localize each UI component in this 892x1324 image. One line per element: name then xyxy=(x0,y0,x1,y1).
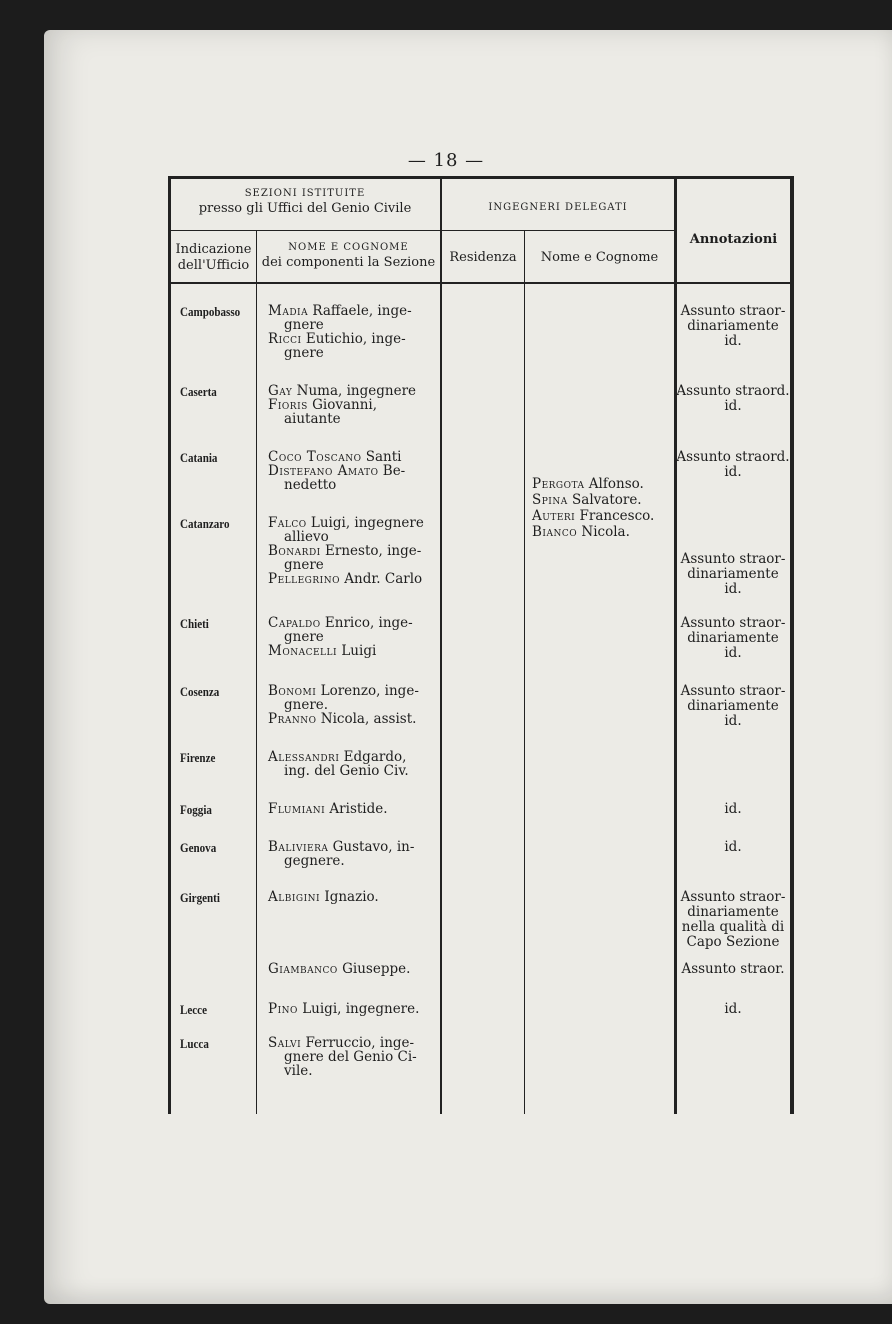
annotation-line: Assunto straor- xyxy=(680,303,786,319)
member-name: Ernesto, inge- xyxy=(320,543,422,559)
annotation-line: id. xyxy=(724,645,742,661)
annotation-line: id. xyxy=(724,398,742,414)
header-nome-line1: NOME E COGNOME xyxy=(288,242,409,253)
member-entry xyxy=(268,712,438,726)
header-annotazioni: Annotazioni xyxy=(689,232,778,247)
header-nome-cognome: Nome e Cognome xyxy=(540,250,659,265)
member-name: Numa, ingegnere xyxy=(292,383,417,399)
delegato-name: Nicola. xyxy=(577,524,630,540)
header-rule-left xyxy=(168,230,440,231)
annotation-line: dinariamente xyxy=(687,630,779,646)
annotation-line: Assunto straor- xyxy=(680,551,786,567)
col-rule-residenza xyxy=(524,230,525,1114)
section-members xyxy=(268,384,438,426)
annotation-line: Assunto straor- xyxy=(680,683,786,699)
member-name: Ignazio. xyxy=(320,889,379,905)
member-entry xyxy=(268,572,438,586)
office-city: Cosenza xyxy=(180,684,220,699)
member-entry xyxy=(268,750,438,778)
header-nome-componenti xyxy=(257,242,440,271)
member-surname: Pino xyxy=(268,1001,298,1017)
member-entry xyxy=(268,962,438,976)
member-continuation: gnere xyxy=(284,317,324,333)
office-city: Campobasso xyxy=(180,304,241,319)
member-continuation: gnere del Genio Ci- xyxy=(284,1049,417,1065)
header-residenza: Residenza xyxy=(449,250,517,265)
member-continuation: aiutante xyxy=(284,411,341,427)
section-members xyxy=(268,802,438,816)
member-surname: Ricci xyxy=(268,331,302,347)
annotation-line: Capo Sezione xyxy=(686,934,780,950)
header-indicazione xyxy=(171,242,256,275)
member-entry xyxy=(268,304,438,332)
col-rule-1 xyxy=(440,176,442,1114)
annotation-line: Assunto straor- xyxy=(680,615,786,631)
annotation-line: Assunto straor- xyxy=(680,889,786,905)
left-rule xyxy=(168,176,171,1114)
member-name: Aristide. xyxy=(325,801,388,817)
header-indicazione-line1: Indicazione xyxy=(175,242,252,257)
member-entry xyxy=(268,398,438,426)
annotation xyxy=(676,962,790,977)
annotation xyxy=(676,684,790,729)
header-bottom-rule xyxy=(168,282,794,284)
annotation xyxy=(676,840,790,855)
member-surname: Pranno xyxy=(268,711,317,727)
office-city: Catania xyxy=(180,450,218,465)
top-rule xyxy=(168,176,794,179)
section-members xyxy=(268,684,438,726)
member-entry xyxy=(268,464,438,492)
member-surname: Albigini xyxy=(268,889,321,905)
annotation xyxy=(676,304,790,349)
annotation xyxy=(676,384,790,414)
member-surname: Salvi xyxy=(268,1035,302,1051)
header-rule-right xyxy=(442,230,674,231)
member-entry xyxy=(268,840,438,868)
section-members xyxy=(268,616,438,658)
member-entry xyxy=(268,1036,438,1064)
member-entry xyxy=(268,644,438,658)
page-number: — 18 — xyxy=(407,150,485,171)
member-name: Luigi xyxy=(337,643,377,659)
section-members xyxy=(268,450,438,492)
annotation xyxy=(676,1002,790,1017)
member-continuation: gnere xyxy=(284,629,324,645)
member-surname: Bonomi xyxy=(268,683,317,699)
delegato-surname: Pergota xyxy=(532,476,585,492)
annotation-line: Assunto straor. xyxy=(681,961,785,977)
section-members xyxy=(268,962,438,976)
delegati-list xyxy=(532,476,672,540)
annotation-line: id. xyxy=(724,581,742,597)
section-members xyxy=(268,750,438,778)
member-surname: Alessandri xyxy=(268,749,340,765)
office-city: Chieti xyxy=(180,616,209,631)
header-indicazione-line2: dell'Ufficio xyxy=(177,258,250,274)
annotation-line: id. xyxy=(724,333,742,349)
member-name: Nicola, assist. xyxy=(316,711,417,727)
member-surname: Capaldo xyxy=(268,615,321,631)
annotation-line: dinariamente xyxy=(687,318,779,334)
member-surname: Monacelli xyxy=(268,643,338,659)
member-name: Giuseppe. xyxy=(337,961,411,977)
member-entry xyxy=(268,544,438,572)
member-name: Enrico, inge- xyxy=(320,615,413,631)
member-surname: Madia xyxy=(268,303,309,319)
member-surname: Distefano Amato xyxy=(268,463,379,479)
member-name: Raffaele, inge- xyxy=(308,303,412,319)
delegato-entry xyxy=(532,492,672,508)
section-members xyxy=(268,304,438,360)
member-entry xyxy=(268,332,438,360)
member-name: Giovanni, xyxy=(307,397,378,413)
member-continuation: allievo xyxy=(284,529,329,545)
member-continuation: nedetto xyxy=(284,477,337,493)
member-name: Ferruccio, inge- xyxy=(301,1035,415,1051)
member-entry xyxy=(268,616,438,644)
register-table xyxy=(168,176,794,1114)
member-entry xyxy=(268,384,438,398)
member-surname: Pellegrino xyxy=(268,571,340,587)
office-city: Foggia xyxy=(180,802,212,817)
group-sezioni-title: SEZIONI ISTITUITE xyxy=(244,188,366,199)
member-surname: Fioris xyxy=(268,397,308,413)
delegato-surname: Auteri xyxy=(532,508,576,524)
annotation-line: id. xyxy=(724,839,742,855)
delegato-surname: Spina xyxy=(532,492,568,508)
office-city: Firenze xyxy=(180,750,216,765)
annotation xyxy=(676,552,790,597)
annotation xyxy=(676,890,790,950)
delegato-entry xyxy=(532,524,672,540)
office-city: Genova xyxy=(180,840,217,855)
annotation-line: id. xyxy=(724,801,742,817)
member-name: Eutichio, inge- xyxy=(301,331,406,347)
member-entry xyxy=(268,684,438,712)
member-continuation: vile. xyxy=(284,1063,313,1079)
group-header-ingegneri: INGEGNERI DELEGATI xyxy=(488,202,628,213)
annotation-line: Assunto straord. xyxy=(676,383,790,399)
annotation xyxy=(676,802,790,817)
section-members xyxy=(268,1036,438,1078)
member-continuation: gnere. xyxy=(284,697,329,713)
annotation xyxy=(676,450,790,480)
member-name: Lorenzo, inge- xyxy=(316,683,419,699)
section-members xyxy=(268,890,438,904)
col-rule-city xyxy=(256,230,257,1114)
member-surname: Coco Toscano xyxy=(268,449,362,465)
member-surname: Falco xyxy=(268,515,307,531)
office-city: Caserta xyxy=(180,384,217,399)
member-name: Luigi, ingegnere xyxy=(306,515,424,531)
member-name: Santi xyxy=(361,449,402,465)
group-header-sezioni xyxy=(171,188,439,217)
delegato-entry xyxy=(532,508,672,524)
annotation-line: id. xyxy=(724,464,742,480)
annotation-line: dinariamente xyxy=(687,566,779,582)
annotation-line: dinariamente xyxy=(687,698,779,714)
section-members xyxy=(268,516,438,586)
annotation-line: id. xyxy=(724,713,742,729)
group-sezioni-subtitle: presso gli Uffici del Genio Civile xyxy=(198,200,412,216)
office-city: Catanzaro xyxy=(180,516,230,531)
delegato-name: Francesco. xyxy=(575,508,655,524)
member-surname: Flumiani xyxy=(268,801,326,817)
office-city: Lucca xyxy=(180,1036,209,1051)
right-rule xyxy=(790,176,794,1114)
member-entry xyxy=(268,516,438,544)
member-continuation: gnere xyxy=(284,557,324,573)
annotation xyxy=(676,616,790,661)
section-members xyxy=(268,840,438,868)
annotation-line: nella qualità di xyxy=(681,919,785,935)
office-city: Girgenti xyxy=(180,890,220,905)
member-surname: Giambanco xyxy=(268,961,338,977)
delegato-surname: Bianco xyxy=(532,524,578,540)
delegato-name: Alfonso. xyxy=(584,476,644,492)
member-name: Gustavo, in- xyxy=(328,839,415,855)
member-entry xyxy=(268,890,438,904)
member-name: Luigi, ingegnere. xyxy=(297,1001,420,1017)
member-entry xyxy=(268,1002,438,1016)
annotation-line: id. xyxy=(724,1001,742,1017)
header-nome-line2: dei componenti la Sezione xyxy=(261,254,436,270)
delegato-name: Salvatore. xyxy=(567,492,642,508)
section-members xyxy=(268,1002,438,1016)
member-surname: Bonardi xyxy=(268,543,321,559)
member-continuation: ing. del Genio Civ. xyxy=(284,763,409,779)
member-name: Be- xyxy=(378,463,406,479)
member-entry xyxy=(268,450,438,464)
office-city: Lecce xyxy=(180,1002,208,1017)
member-entry xyxy=(268,802,438,816)
member-entry xyxy=(268,1064,438,1078)
member-continuation: gegnere. xyxy=(284,853,345,869)
delegato-entry xyxy=(532,476,672,492)
annotation-line: Assunto straord. xyxy=(676,449,790,465)
member-name: Andr. Carlo xyxy=(339,571,423,587)
annotation-line: dinariamente xyxy=(687,904,779,920)
member-name: Edgardo, xyxy=(339,749,407,765)
member-continuation: gnere xyxy=(284,345,324,361)
member-surname: Gay xyxy=(268,383,293,399)
member-surname: Baliviera xyxy=(268,839,329,855)
